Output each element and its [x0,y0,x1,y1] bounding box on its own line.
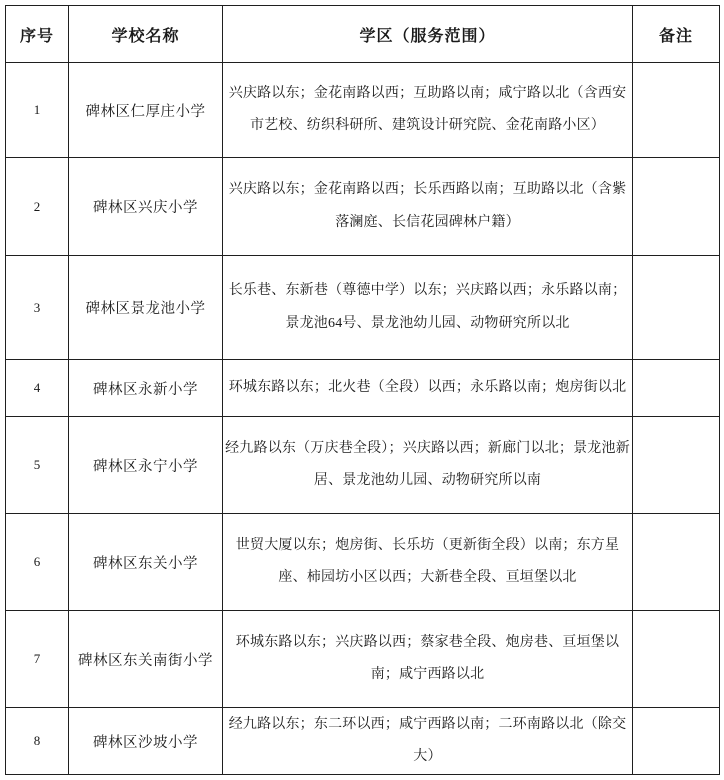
row-index: 7 [6,611,69,708]
column-header-zone: 学区（服务范围） [223,6,633,63]
table-row [6,708,720,775]
row-note [633,417,720,514]
table-header-row [6,6,720,63]
table-row [6,360,720,417]
row-school-name: 碑林区仁厚庄小学 [69,63,223,158]
row-note [633,158,720,256]
row-school-name: 碑林区东关小学 [69,514,223,611]
row-zone-range: 兴庆路以东；金花南路以西；长乐西路以南；互助路以北（含紫落澜庭、长信花园碑林户籍） [223,158,633,256]
row-zone-range: 环城东路以东；北火巷（全段）以西；永乐路以南；炮房街以北 [223,360,633,417]
row-note [633,63,720,158]
row-index: 3 [6,256,69,360]
row-zone-range: 兴庆路以东；金花南路以西；互助路以南；咸宁路以北（含西安市艺校、纺织科研所、建筑设计研究院、金花南路小区） [223,63,633,158]
row-school-name: 碑林区兴庆小学 [69,158,223,256]
row-index: 2 [6,158,69,256]
table-row [6,256,720,360]
row-school-name: 碑林区景龙池小学 [69,256,223,360]
row-index: 1 [6,63,69,158]
column-header-index: 序号 [6,6,69,63]
table-body [6,63,720,775]
table-row [6,158,720,256]
column-header-school: 学校名称 [69,6,223,63]
row-zone-range: 长乐巷、东新巷（尊德中学）以东；兴庆路以西；永乐路以南；景龙池64号、景龙池幼儿园、动物研究所以北 [223,256,633,360]
row-school-name: 碑林区东关南街小学 [69,611,223,708]
row-note [633,360,720,417]
table-row [6,514,720,611]
row-zone-range: 环城东路以东；兴庆路以西；蔡家巷全段、炮房巷、亘垣堡以南；咸宁西路以北 [223,611,633,708]
table-header [6,6,720,63]
row-note [633,611,720,708]
row-zone-range: 经九路以东；东二环以西；咸宁西路以南；二环南路以北（除交大） [223,708,633,775]
row-index: 8 [6,708,69,775]
table-row [6,63,720,158]
row-school-name: 碑林区永宁小学 [69,417,223,514]
row-note [633,708,720,775]
row-index: 4 [6,360,69,417]
row-index: 5 [6,417,69,514]
school-district-table [5,5,720,775]
table-row [6,611,720,708]
table-row [6,417,720,514]
row-index: 6 [6,514,69,611]
column-header-note: 备注 [633,6,720,63]
row-zone-range: 经九路以东（万庆巷全段）；兴庆路以西；新廊门以北；景龙池新居、景龙池幼儿园、动物研究所以南 [223,417,633,514]
row-school-name: 碑林区沙坡小学 [69,708,223,775]
row-note [633,256,720,360]
row-school-name: 碑林区永新小学 [69,360,223,417]
row-note [633,514,720,611]
row-zone-range: 世贸大厦以东；炮房街、长乐坊（更新街全段）以南；东方星座、柿园坊小区以西；大新巷全段、亘垣堡以北 [223,514,633,611]
